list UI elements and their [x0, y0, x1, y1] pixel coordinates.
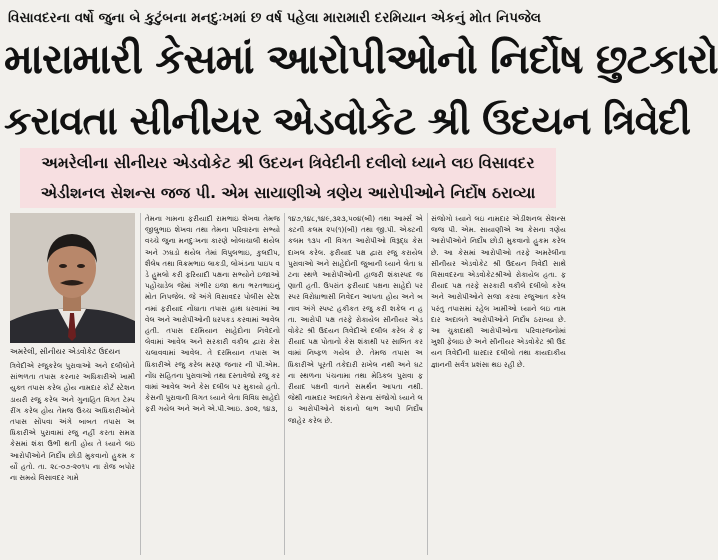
column-divider — [140, 213, 141, 555]
photo-caption: અમરેલી, સીનીયર એડવોકેટ ઉદયન — [10, 347, 121, 356]
column-divider — [427, 213, 428, 555]
article-column-1: ત્રિવેદીએ રજુકરેલ પુરાવાઓ અને દલીલોને સાંભળતા તપાસ કરનાર અધિકારીએ ખામી યુક્ત તપાસ કરેલ હોય નામદાર કોર્ટ સ્ટેશન ડાયરી રજુ કરેલ અને ગુનાહિત વિગત ટેમ્પરીંગ કરેલ હોય તેમજ ઉચ્ચ અધિકારીઓને તપાસ સોંપવા અંગે બાબત તપાસ અધિકારીએ પુરાવામાં રજુ નહીં કરતા સમગ્ર કેસમાં શંકા ઉભી થતી હોય તે ધ્યાને લઇ આરોપીઓને નિર્દોષ છોડી મુકવાનો હુકમ કર્યો હતો. તા. ૨૮-૦૭-૨૦૧૫ ના રોજ બપોરના સમયે વિસાવદર ગામે — [10, 361, 135, 483]
deck-line-2: એડીશનલ સેશન્સ જજ પી. એમ સાયાણીએ ત્રણેય આરોપીઓને નિર્દોષ ઠરાવ્યા — [40, 184, 536, 202]
article-column-2: તેમના ગામના ફરીયાદી રામભાઇ શેખવા તેમજ જીલુભાઇ શેખવા તથા તેમના પરિવારના સભ્યો વચ્ચે જુના મનદુઃખના કારણે બોલાચાલી થયેલ અને ઝઘડો થયેલ તેમાં વિપુલભાઇ, કુલદીપ, શૈલેષ તથા વિક્રમભાઇ લાકડી, લોખંડના પાઇપ વડે હુમલો કરી ફરિયાદી પક્ષના સભ્યોને ઇજાઓ પહોંચાડેલ જેમાં ગંભીર ઇજા થતા ભરતભાઇનું મોત નિપજેલ. જે અંગે વિસાવદર પોલીસ સ્ટેશનમાં ફરીયાદ નોંધાતા તપાસ હાથ ધરવામાં આવેલ અને આરોપીઓની ધરપકડ કરવામાં આવેલ હતી. તપાસ દરમિયાન સાહેદોના નિવેદનો લેવામાં આવેલ અને સરકારી વકીલ દ્વારા કેસ ચલાવવામાં આવેલ. તે દરમિયાન તપાસ અધિકારીએ રજુ કરેલ મરણ જનાર ની પી.એમ. નોંધ સહિતના પુરાવાઓ તથા દસ્તાવેજો રજુ કરવામાં આવેલ અને કેસ દલીલ પર મુકાયો હતો. કેસની પુરાવાની વિગત ધ્યાને લેતા વિવિધ સાહેદો ફરી ગયેલ અને અને એ.પી.આઇ. ૩૦૨, ૧૪૩, — [145, 214, 280, 414]
advocate-photo — [10, 213, 135, 343]
headline-line-1: મારામારી કેસમાં આરોપીઓનો નિર્દોષ છુટકારો — [4, 35, 718, 83]
column-divider — [284, 213, 285, 555]
article-column-3: ૧૪૭,૧૪૮,૧૪૯,૩૨૩,૫૦૪(બી) તથા આર્મ્સ એક્ટની કલમ ૨૫(૧)(બી) તથા જી.પી. એક્ટની કલમ ૧૩૫ ની વિગત આરોપીઓ વિરૂદ્ધ કેસ દાખલ કરેલ. ફરીયાદ પક્ષ દ્વારા રજુ કરાયેલ પુરાવાઓ અને સાહેદોની જુબાની ધ્યાને લેતા ઘટના સ્થળે આરોપીઓની હાજરી શંકાસ્પદ જણાતી હતી. ઉપરાંત ફરીયાદ પક્ષના સાહેદો પરસ્પર વિરોધાભાસી નિવેદન આપતા હોય અને બનાવ અંગે સ્પષ્ટ હકીકત રજુ કરી શકેલ ન હતા. આરોપી પક્ષ તરફે રોકાયેલ સીનીયર એડવોકેટ શ્રી ઉદયન ત્રિવેદીએ દલીલ કરેલ કે ફરીયાદ પક્ષ પોતાનો કેસ શંકાથી પર સાબિત કરવામાં નિષ્ફળ ગયેલ છે. તેમજ તપાસ અધિકારીએ પૂરતી તકેદારી રાખેલ નથી અને ઘટના સ્થળના પંચનામા તથા મેડિકલ પુરાવા ફરીયાદ પક્ષની વાતને સમર્થન આપતા નથી. જેથી નામદાર અદાલતે કેસના સંજોગો ધ્યાને લઇ આરોપીઓને શંકાનો લાભ આપી નિર્દોષ જાહેર કરેલ છે. — [288, 214, 423, 425]
kicker-line: વિસાવદરના વર્ષો જુના બે કુટુંબના મનદુઃખમાં છ વર્ષ પહેલા મારામારી દરમિયાન એકનું મોત નિપજેલ — [8, 10, 541, 26]
deck-line-1: અમરેલીના સીનીયર એડવોકેટ શ્રી ઉદયન ત્રિવેદીની દલીલો ધ્યાને લઇ વિસાવદર — [41, 154, 535, 172]
headline-line-2: કરાવતા સીનીયર એડવોકેટ શ્રી ઉદયન ત્રિવેદી — [4, 99, 691, 144]
article-column-4: સંજોગો ધ્યાને લઇ નામદાર એડીશનલ સેશન્સ જજ પી. એમ. સાયાણીએ આ કેસના ત્રણેય આરોપીઓને નિર્દોષ છોડી મુકવાનો હુકમ કરેલ છે. આ કેસમાં આરોપીઓ તરફે અમરેલીના સીનીયર એડવોકેટ શ્રી ઉદયન ત્રિવેદી સાથે વિસાવદરના એડવોકેટશ્રીઓ રોકાયેલ હતા. ફરીયાદ પક્ષ તરફે સરકારી વકીલે દલીલો કરેલ અને આરોપીઓને સજા કરવા રજુઆત કરેલ પરંતુ તપાસમાં રહેલ ખામીઓ ધ્યાને લઇ નામદાર અદાલતે આરોપીઓને નિર્દોષ ઠરાવ્યા છે. આ ચુકાદાથી આરોપીઓના પરિવારજનોમાં ખુશી ફેલાઇ છે અને સીનીયર એડવોકેટ શ્રી ઉદયન ત્રિવેદીની ધારદાર દલીલો તથા કાયદાકીય જ્ઞાનની સર્વત્ર પ્રશંસા થઇ રહી છે. — [431, 214, 566, 369]
deck-box — [20, 148, 556, 208]
